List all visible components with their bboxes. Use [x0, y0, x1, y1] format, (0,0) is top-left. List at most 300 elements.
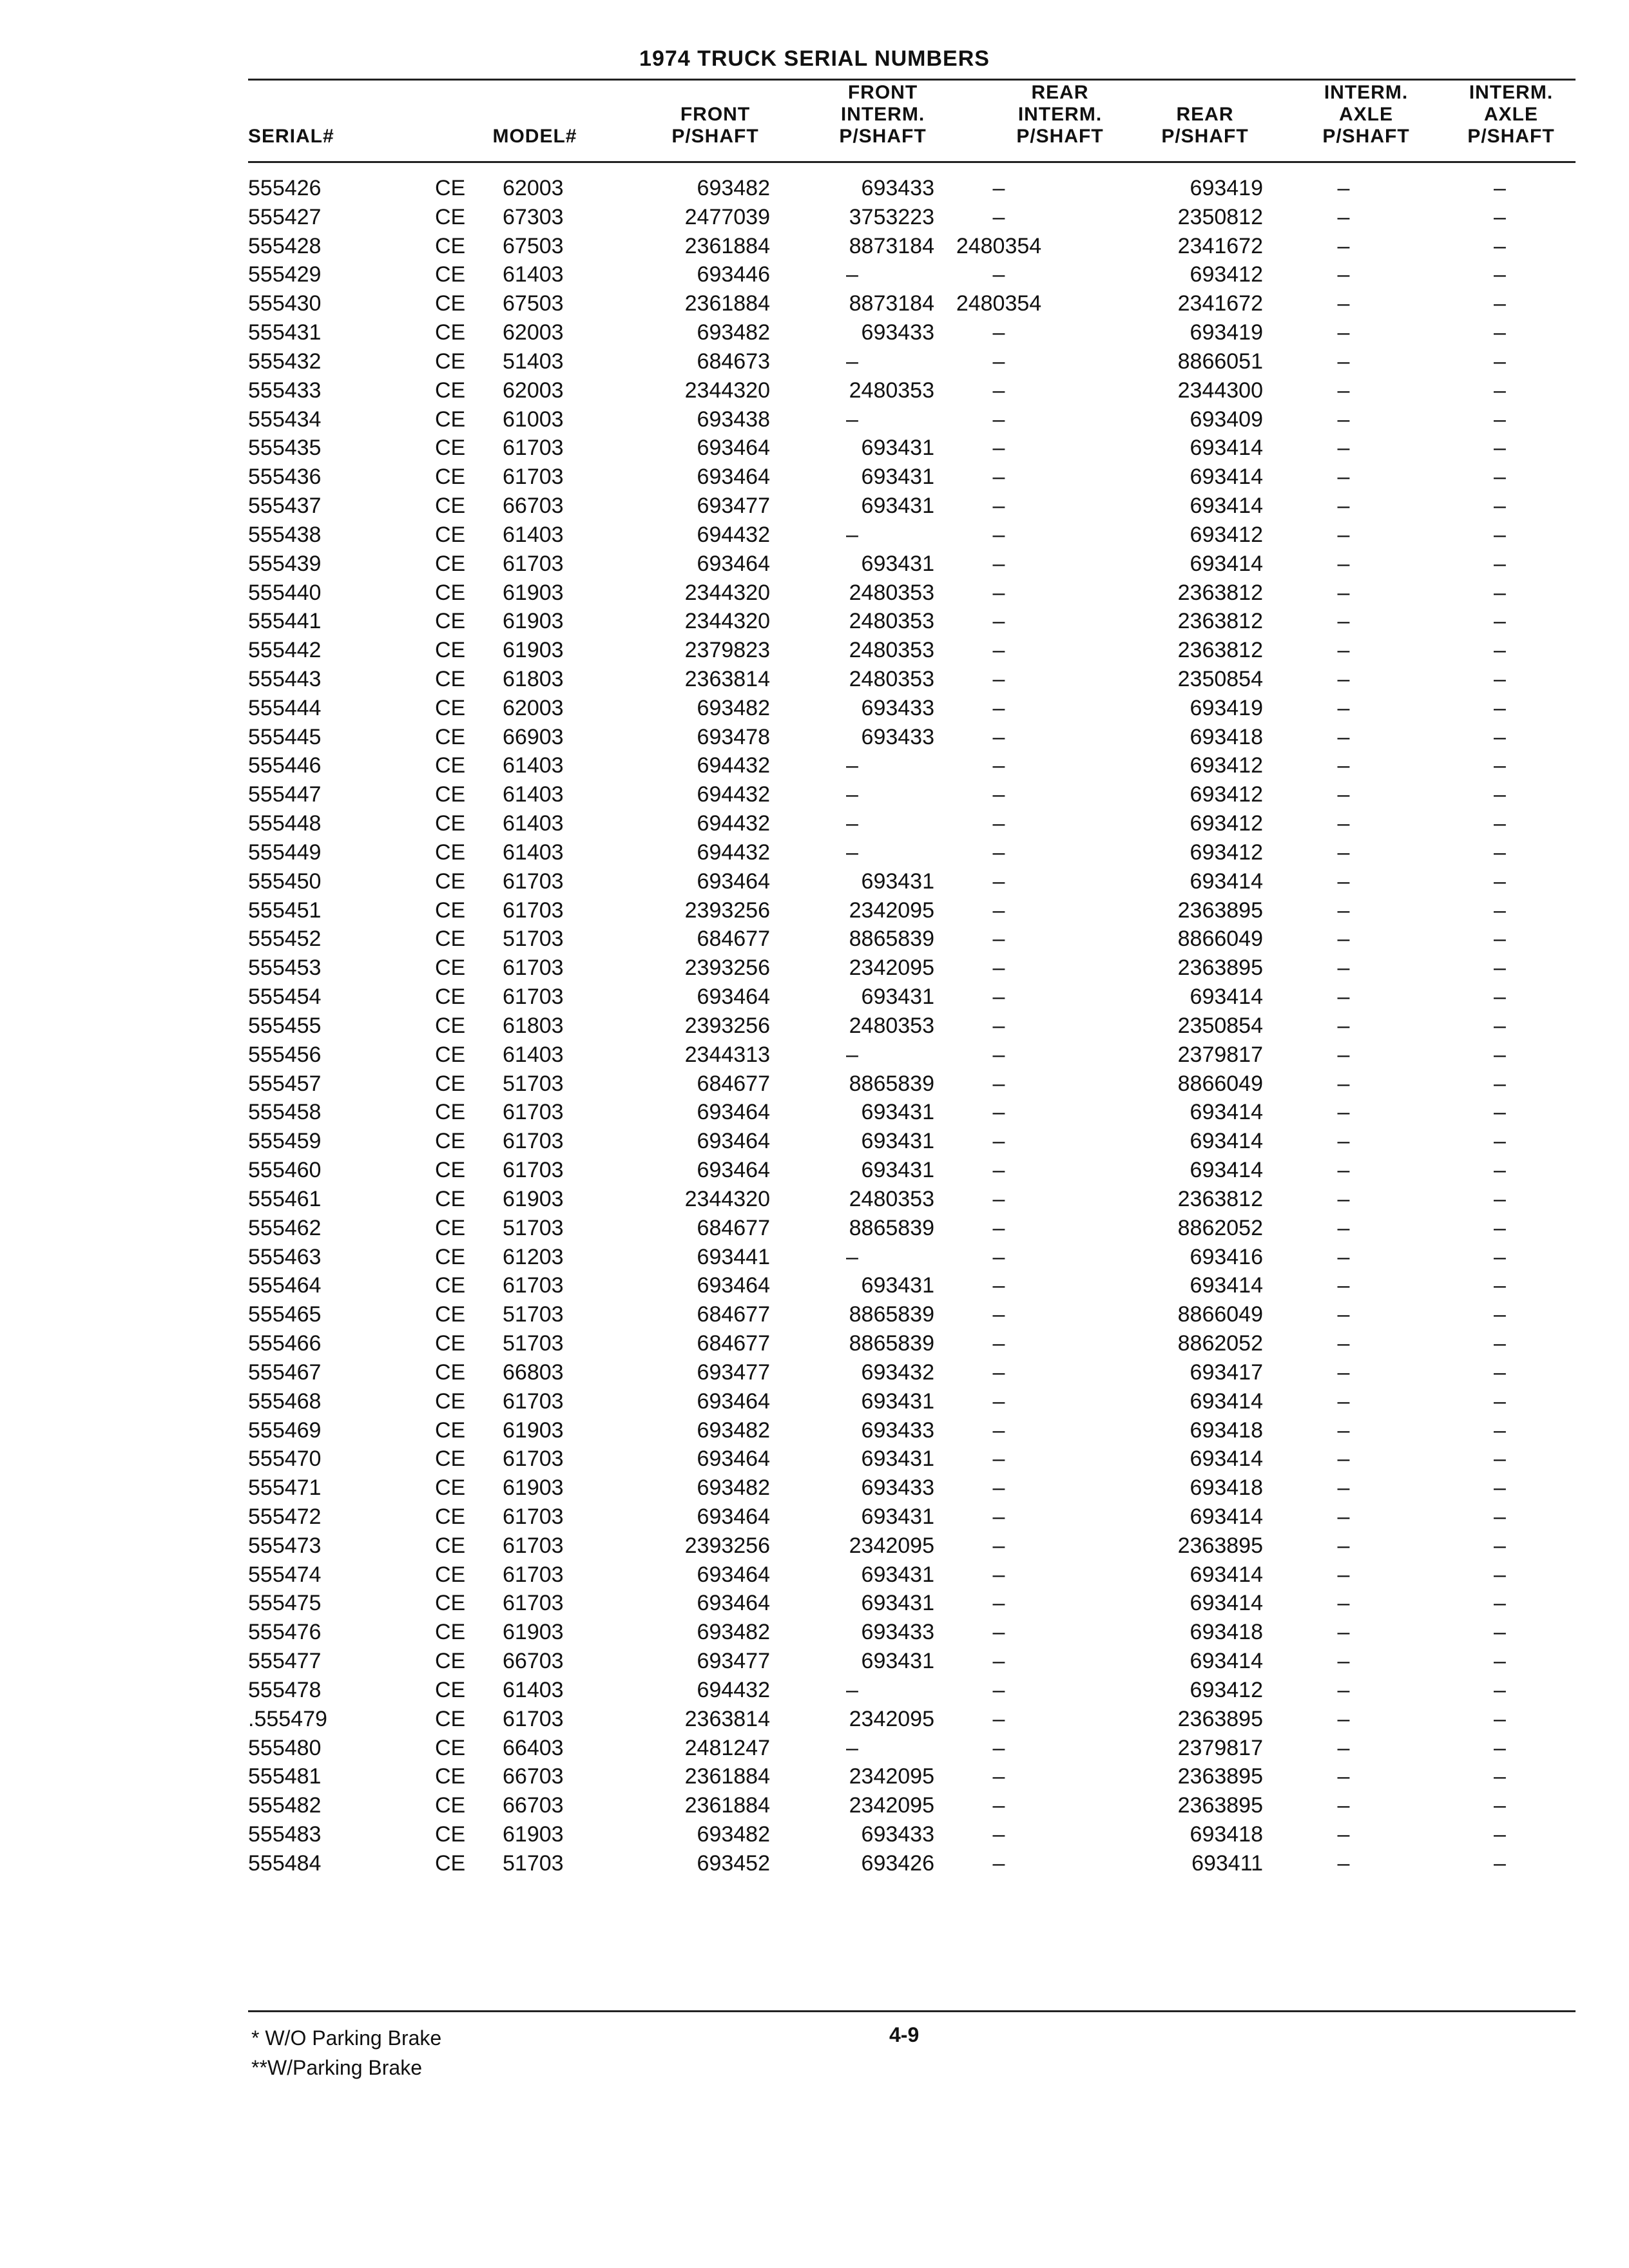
rear-pshaft-cell: 8866049	[1177, 927, 1263, 952]
rear-pshaft-cell: 2350812	[1177, 204, 1263, 229]
serial-cell: 555449	[248, 840, 322, 865]
interm-axle-2-pshaft-cell: –	[1494, 1129, 1506, 1154]
front-pshaft-cell: 694432	[697, 753, 770, 778]
rear-interm-pshaft-cell: –	[992, 840, 1005, 865]
rear-interm-pshaft-cell: –	[992, 1302, 1005, 1327]
model-cell: 61703	[503, 1504, 564, 1529]
header-top-rule	[248, 79, 1576, 81]
serial-cell: 555464	[248, 1273, 322, 1298]
rear-interm-pshaft-cell: –	[992, 522, 1005, 547]
front-pshaft-cell: 2477039	[684, 204, 770, 229]
model-cell: 51703	[503, 1302, 564, 1327]
header-model: MODEL#	[492, 126, 577, 147]
rear-interm-pshaft-cell: –	[992, 985, 1005, 1010]
model-cell: 61703	[503, 551, 564, 576]
front-interm-pshaft-cell: 8865839	[849, 927, 934, 952]
rear-interm-pshaft-cell: –	[992, 262, 1005, 287]
interm-axle-2-pshaft-cell: –	[1494, 262, 1506, 287]
model-cell: 61703	[503, 465, 564, 490]
model-cell: 61403	[503, 1042, 564, 1067]
rear-interm-pshaft-cell: –	[992, 1418, 1005, 1443]
rear-pshaft-cell: 693418	[1190, 724, 1263, 749]
interm-axle-2-pshaft-cell: –	[1494, 1735, 1506, 1760]
model-prefix-cell: CE	[435, 349, 466, 374]
interm-axle-2-pshaft-cell: –	[1494, 494, 1506, 519]
rear-pshaft-cell: 693418	[1190, 1822, 1263, 1847]
serial-cell: 555459	[248, 1129, 322, 1154]
interm-axle-1-pshaft-cell: –	[1337, 1273, 1350, 1298]
model-prefix-cell: CE	[435, 1706, 466, 1731]
front-interm-pshaft-cell: 693431	[861, 985, 934, 1010]
front-pshaft-cell: 684677	[697, 1215, 770, 1240]
rear-pshaft-cell: 693412	[1190, 782, 1263, 807]
front-pshaft-cell: 684673	[697, 349, 770, 374]
table-row	[248, 1647, 1576, 1676]
front-pshaft-cell: 2361884	[684, 1793, 770, 1818]
interm-axle-2-pshaft-cell: –	[1494, 1042, 1506, 1067]
header-interm-axle-2-pshaft	[1447, 82, 1576, 148]
table-row	[248, 1358, 1576, 1387]
model-prefix-cell: CE	[435, 175, 466, 200]
interm-axle-1-pshaft-cell: –	[1337, 609, 1350, 634]
rear-pshaft-cell: 693412	[1190, 262, 1263, 287]
model-prefix-cell: CE	[435, 1822, 466, 1847]
front-interm-pshaft-cell: 693431	[861, 1273, 934, 1298]
model-cell: 61403	[503, 811, 564, 836]
model-prefix-cell: CE	[435, 782, 466, 807]
interm-axle-2-pshaft-cell: –	[1494, 436, 1506, 461]
model-cell: 61703	[503, 1446, 564, 1472]
model-prefix-cell: CE	[435, 1793, 466, 1818]
rear-pshaft-cell: 2363895	[1177, 956, 1263, 981]
rear-interm-pshaft-cell: –	[992, 1389, 1005, 1414]
front-pshaft-cell: 684677	[697, 1331, 770, 1356]
model-prefix-cell: CE	[435, 320, 466, 345]
serial-cell: 555438	[248, 522, 322, 547]
rear-interm-pshaft-cell: –	[992, 1850, 1005, 1876]
rear-interm-pshaft-cell: –	[992, 1186, 1005, 1211]
interm-axle-1-pshaft-cell: –	[1337, 1042, 1350, 1067]
table-row	[248, 607, 1576, 636]
front-pshaft-cell: 693478	[697, 724, 770, 749]
model-cell: 61703	[503, 956, 564, 981]
rear-interm-pshaft-cell: –	[992, 1013, 1005, 1038]
front-interm-pshaft-cell: –	[846, 1042, 858, 1067]
rear-interm-pshaft-cell: –	[992, 1562, 1005, 1587]
header-interm-axle-1-pshaft	[1302, 82, 1431, 148]
rear-interm-pshaft-cell: –	[992, 436, 1005, 461]
table-row	[248, 463, 1576, 492]
serial-cell: 555463	[248, 1244, 322, 1269]
model-cell: 61703	[503, 1562, 564, 1587]
interm-axle-1-pshaft-cell: –	[1337, 1764, 1350, 1789]
front-pshaft-cell: 2344320	[684, 378, 770, 403]
model-cell: 61803	[503, 1013, 564, 1038]
model-cell: 61403	[503, 1677, 564, 1702]
interm-axle-2-pshaft-cell: –	[1494, 1100, 1506, 1125]
interm-axle-1-pshaft-cell: –	[1337, 1418, 1350, 1443]
front-pshaft-cell: 693464	[697, 1158, 770, 1183]
rear-pshaft-cell: 693416	[1190, 1244, 1263, 1269]
front-interm-pshaft-cell: 693433	[861, 1620, 934, 1645]
table-row	[248, 1416, 1576, 1445]
rear-pshaft-cell: 693414	[1190, 1562, 1263, 1587]
rear-interm-pshaft-cell: –	[992, 1591, 1005, 1616]
model-cell: 61703	[503, 1158, 564, 1183]
interm-axle-2-pshaft-cell: –	[1494, 1764, 1506, 1789]
serial-cell: 555431	[248, 320, 322, 345]
interm-axle-2-pshaft-cell: –	[1494, 1158, 1506, 1183]
table-row	[248, 723, 1576, 752]
model-cell: 51703	[503, 1850, 564, 1876]
serial-cell: 555462	[248, 1215, 322, 1240]
rear-interm-pshaft-cell: –	[992, 1215, 1005, 1240]
interm-axle-2-pshaft-cell: –	[1494, 1620, 1506, 1645]
front-pshaft-cell: 684677	[697, 927, 770, 952]
table-row	[248, 318, 1576, 347]
rear-interm-pshaft-cell: –	[992, 1764, 1005, 1789]
model-prefix-cell: CE	[435, 1215, 466, 1240]
front-pshaft-cell: 2393256	[684, 956, 770, 981]
front-pshaft-cell: 693464	[697, 1389, 770, 1414]
interm-axle-2-pshaft-cell: –	[1494, 1331, 1506, 1356]
front-pshaft-cell: 693464	[697, 1446, 770, 1472]
rear-pshaft-cell: 693414	[1190, 869, 1263, 894]
front-pshaft-cell: 693464	[697, 1504, 770, 1529]
header-interm-axle-2-line-3: P/SHAFT	[1467, 126, 1555, 147]
rear-pshaft-cell: 693419	[1190, 695, 1263, 720]
serial-cell: 555480	[248, 1735, 322, 1760]
table-row	[248, 347, 1576, 376]
front-pshaft-cell: 2393256	[684, 898, 770, 923]
front-pshaft-cell: 693464	[697, 985, 770, 1010]
header-rear-interm-line-3: P/SHAFT	[1016, 126, 1104, 147]
front-pshaft-cell: 693482	[697, 1418, 770, 1443]
serial-cell: 555470	[248, 1446, 322, 1472]
model-prefix-cell: CE	[435, 233, 466, 258]
serial-cell: 555466	[248, 1331, 322, 1356]
rear-interm-pshaft-cell: –	[992, 869, 1005, 894]
rear-pshaft-cell: 693411	[1191, 1850, 1263, 1876]
serial-cell: 555441	[248, 609, 322, 634]
interm-axle-2-pshaft-cell: –	[1494, 638, 1506, 663]
serial-cell: 555458	[248, 1100, 322, 1125]
front-interm-pshaft-cell: –	[846, 1735, 858, 1760]
model-prefix-cell: CE	[435, 1042, 466, 1067]
table-row	[248, 1041, 1576, 1070]
front-interm-pshaft-cell: 693431	[861, 1446, 934, 1472]
front-pshaft-cell: 2363814	[684, 1706, 770, 1731]
model-prefix-cell: CE	[435, 1504, 466, 1529]
front-interm-pshaft-cell: 693433	[861, 724, 934, 749]
model-cell: 61703	[503, 985, 564, 1010]
header-front-line-1: FRONT	[680, 104, 751, 125]
front-pshaft-cell: 693452	[697, 1850, 770, 1876]
serial-cell: 555455	[248, 1013, 322, 1038]
serial-cell: 555473	[248, 1533, 322, 1558]
interm-axle-1-pshaft-cell: –	[1337, 378, 1350, 403]
model-cell: 66903	[503, 724, 564, 749]
front-pshaft-cell: 684677	[697, 1071, 770, 1096]
serial-cell: 555456	[248, 1042, 322, 1067]
interm-axle-1-pshaft-cell: –	[1337, 1735, 1350, 1760]
serial-cell: 555478	[248, 1677, 322, 1702]
interm-axle-1-pshaft-cell: –	[1337, 291, 1350, 316]
model-prefix-cell: CE	[435, 1389, 466, 1414]
model-cell: 51703	[503, 1071, 564, 1096]
header-serial: SERIAL#	[248, 126, 334, 147]
interm-axle-1-pshaft-cell: –	[1337, 956, 1350, 981]
model-cell: 61703	[503, 436, 564, 461]
front-interm-pshaft-cell: 693426	[861, 1850, 934, 1876]
interm-axle-1-pshaft-cell: –	[1337, 1649, 1350, 1674]
table-row	[248, 579, 1576, 608]
front-pshaft-cell: 2361884	[684, 233, 770, 258]
rear-interm-pshaft-cell: –	[992, 1735, 1005, 1760]
header-bottom-rule	[248, 161, 1576, 163]
interm-axle-2-pshaft-cell: –	[1494, 609, 1506, 634]
model-prefix-cell: CE	[435, 1764, 466, 1789]
rear-interm-pshaft-cell: –	[992, 1504, 1005, 1529]
table-bottom-rule	[248, 2010, 1576, 2012]
serial-cell: 555472	[248, 1504, 322, 1529]
serial-cell: 555444	[248, 695, 322, 720]
serial-cell: 555434	[248, 407, 322, 432]
rear-pshaft-cell: 693418	[1190, 1475, 1263, 1501]
front-interm-pshaft-cell: 693433	[861, 320, 934, 345]
front-interm-pshaft-cell: 2480353	[849, 1013, 934, 1038]
serial-cell: 555477	[248, 1649, 322, 1674]
interm-axle-1-pshaft-cell: –	[1337, 551, 1350, 576]
front-interm-pshaft-cell: 2342095	[849, 898, 934, 923]
model-prefix-cell: CE	[435, 1677, 466, 1702]
serial-cell: 555460	[248, 1158, 322, 1183]
rear-interm-pshaft-cell: –	[992, 1331, 1005, 1356]
rear-interm-pshaft-cell: –	[992, 1822, 1005, 1847]
model-cell: 66803	[503, 1360, 564, 1385]
model-cell: 61403	[503, 840, 564, 865]
rear-interm-pshaft-cell: –	[992, 1129, 1005, 1154]
interm-axle-1-pshaft-cell: –	[1337, 869, 1350, 894]
front-pshaft-cell: 694432	[697, 1677, 770, 1702]
header-front-interm-line-1: FRONT	[847, 82, 918, 103]
interm-axle-2-pshaft-cell: –	[1494, 320, 1506, 345]
model-prefix-cell: CE	[435, 1735, 466, 1760]
model-cell: 61703	[503, 898, 564, 923]
serial-cell: 555481	[248, 1764, 322, 1789]
rear-pshaft-cell: 693414	[1190, 1504, 1263, 1529]
page-number: 4-9	[889, 2023, 920, 2046]
front-interm-pshaft-cell: 8873184	[849, 233, 934, 258]
interm-axle-1-pshaft-cell: –	[1337, 840, 1350, 865]
rear-pshaft-cell: 8866049	[1177, 1302, 1263, 1327]
model-prefix-cell: CE	[435, 291, 466, 316]
table-row	[248, 1214, 1576, 1243]
serial-cell: 555451	[248, 898, 322, 923]
table-row	[248, 954, 1576, 983]
rear-interm-pshaft-cell: –	[992, 494, 1005, 519]
model-cell: 66703	[503, 494, 564, 519]
interm-axle-2-pshaft-cell: –	[1494, 724, 1506, 749]
rear-interm-pshaft-cell: –	[992, 175, 1005, 200]
front-interm-pshaft-cell: 2480353	[849, 638, 934, 663]
interm-axle-1-pshaft-cell: –	[1337, 1850, 1350, 1876]
interm-axle-1-pshaft-cell: –	[1337, 753, 1350, 778]
front-interm-pshaft-cell: 2342095	[849, 1764, 934, 1789]
model-prefix-cell: CE	[435, 753, 466, 778]
interm-axle-1-pshaft-cell: –	[1337, 1215, 1350, 1240]
model-cell: 67503	[503, 291, 564, 316]
model-cell: 66703	[503, 1649, 564, 1674]
interm-axle-1-pshaft-cell: –	[1337, 1071, 1350, 1096]
model-cell: 66703	[503, 1764, 564, 1789]
interm-axle-1-pshaft-cell: –	[1337, 175, 1350, 200]
rear-pshaft-cell: 8866051	[1177, 349, 1263, 374]
rear-interm-pshaft-cell: –	[992, 724, 1005, 749]
front-pshaft-cell: 693464	[697, 436, 770, 461]
header-rear-pshaft	[1141, 104, 1269, 148]
model-cell: 66703	[503, 1793, 564, 1818]
front-pshaft-cell: 693441	[697, 1244, 770, 1269]
front-interm-pshaft-cell: 693431	[861, 1562, 934, 1587]
front-interm-pshaft-cell: 693432	[861, 1360, 934, 1385]
rear-interm-pshaft-cell: –	[992, 1793, 1005, 1818]
model-prefix-cell: CE	[435, 1591, 466, 1616]
interm-axle-1-pshaft-cell: –	[1337, 1504, 1350, 1529]
interm-axle-1-pshaft-cell: –	[1337, 666, 1350, 691]
front-pshaft-cell: 693477	[697, 494, 770, 519]
serial-cell: 555468	[248, 1389, 322, 1414]
front-interm-pshaft-cell: –	[846, 782, 858, 807]
footnote-with-parking-brake: **W/Parking Brake	[251, 2056, 422, 2079]
serial-cell: 555446	[248, 753, 322, 778]
model-prefix-cell: CE	[435, 522, 466, 547]
rear-pshaft-cell: 693419	[1190, 175, 1263, 200]
interm-axle-1-pshaft-cell: –	[1337, 1475, 1350, 1501]
front-interm-pshaft-cell: 8865839	[849, 1331, 934, 1356]
model-prefix-cell: CE	[435, 869, 466, 894]
model-cell: 61703	[503, 1129, 564, 1154]
rear-interm-pshaft-cell: –	[992, 1158, 1005, 1183]
interm-axle-2-pshaft-cell: –	[1494, 378, 1506, 403]
rear-pshaft-cell: 2344300	[1177, 378, 1263, 403]
interm-axle-1-pshaft-cell: –	[1337, 522, 1350, 547]
interm-axle-1-pshaft-cell: –	[1337, 1389, 1350, 1414]
model-prefix-cell: CE	[435, 1013, 466, 1038]
model-prefix-cell: CE	[435, 840, 466, 865]
rear-pshaft-cell: 2341672	[1177, 233, 1263, 258]
serial-cell: 555433	[248, 378, 322, 403]
rear-pshaft-cell: 693414	[1190, 465, 1263, 490]
rear-pshaft-cell: 2363812	[1177, 580, 1263, 605]
model-prefix-cell: CE	[435, 724, 466, 749]
interm-axle-1-pshaft-cell: –	[1337, 1013, 1350, 1038]
rear-interm-pshaft-cell: –	[992, 204, 1005, 229]
rear-pshaft-cell: 693414	[1190, 1591, 1263, 1616]
interm-axle-2-pshaft-cell: –	[1494, 580, 1506, 605]
model-prefix-cell: CE	[435, 811, 466, 836]
model-cell: 61203	[503, 1244, 564, 1269]
front-pshaft-cell: 2363814	[684, 666, 770, 691]
rear-interm-pshaft-cell: –	[992, 349, 1005, 374]
interm-axle-2-pshaft-cell: –	[1494, 1649, 1506, 1674]
table-row	[248, 1070, 1576, 1099]
table-row	[248, 1590, 1576, 1619]
interm-axle-1-pshaft-cell: –	[1337, 695, 1350, 720]
model-prefix-cell: CE	[435, 378, 466, 403]
model-prefix-cell: CE	[435, 956, 466, 981]
front-interm-pshaft-cell: –	[846, 407, 858, 432]
interm-axle-1-pshaft-cell: –	[1337, 407, 1350, 432]
interm-axle-2-pshaft-cell: –	[1494, 233, 1506, 258]
serial-cell: 555474	[248, 1562, 322, 1587]
table-row	[248, 1271, 1576, 1300]
rear-pshaft-cell: 2379817	[1177, 1042, 1263, 1067]
front-pshaft-cell: 693464	[697, 1129, 770, 1154]
table-row	[248, 1185, 1576, 1214]
model-cell: 66403	[503, 1735, 564, 1760]
front-interm-pshaft-cell: 693431	[861, 1389, 934, 1414]
rear-pshaft-cell: 2363812	[1177, 1186, 1263, 1211]
model-cell: 62003	[503, 175, 564, 200]
rear-pshaft-cell: 2363895	[1177, 1793, 1263, 1818]
header-front-pshaft	[651, 104, 780, 148]
model-prefix-cell: CE	[435, 1446, 466, 1472]
interm-axle-1-pshaft-cell: –	[1337, 465, 1350, 490]
table-row	[248, 1561, 1576, 1590]
rear-pshaft-cell: 2363895	[1177, 898, 1263, 923]
interm-axle-1-pshaft-cell: –	[1337, 204, 1350, 229]
header-interm-axle-2-line-1: INTERM.	[1469, 82, 1554, 103]
page-title: 1974 TRUCK SERIAL NUMBERS	[639, 46, 990, 71]
table-row	[248, 405, 1576, 434]
rear-interm-pshaft-cell: –	[992, 407, 1005, 432]
model-cell: 61703	[503, 1100, 564, 1125]
interm-axle-2-pshaft-cell: –	[1494, 695, 1506, 720]
header-rear-interm-line-1: REAR	[1031, 82, 1089, 103]
rear-interm-pshaft-cell: –	[992, 898, 1005, 923]
rear-interm-pshaft-cell: 2480354	[956, 233, 1042, 258]
front-interm-pshaft-cell: 693433	[861, 1418, 934, 1443]
table-row	[248, 492, 1576, 521]
front-interm-pshaft-cell: 2342095	[849, 956, 934, 981]
interm-axle-2-pshaft-cell: –	[1494, 1389, 1506, 1414]
front-pshaft-cell: 2361884	[684, 291, 770, 316]
model-cell: 61803	[503, 666, 564, 691]
rear-interm-pshaft-cell: –	[992, 1071, 1005, 1096]
interm-axle-1-pshaft-cell: –	[1337, 1822, 1350, 1847]
front-interm-pshaft-cell: 693431	[861, 1649, 934, 1674]
serial-cell: 555482	[248, 1793, 322, 1818]
header-interm-axle-2-line-2: AXLE	[1483, 104, 1538, 125]
interm-axle-1-pshaft-cell: –	[1337, 724, 1350, 749]
interm-axle-1-pshaft-cell: –	[1337, 1677, 1350, 1702]
serial-cell: 555457	[248, 1071, 322, 1096]
rear-pshaft-cell: 8862052	[1177, 1215, 1263, 1240]
front-interm-pshaft-cell: 8865839	[849, 1215, 934, 1240]
front-interm-pshaft-cell: –	[846, 262, 858, 287]
table-row	[248, 232, 1576, 261]
interm-axle-1-pshaft-cell: –	[1337, 1591, 1350, 1616]
table-row	[248, 694, 1576, 723]
model-cell: 67303	[503, 204, 564, 229]
front-interm-pshaft-cell: 2342095	[849, 1706, 934, 1731]
model-prefix-cell: CE	[435, 609, 466, 634]
front-interm-pshaft-cell: –	[846, 1677, 858, 1702]
model-cell: 61903	[503, 609, 564, 634]
model-prefix-cell: CE	[435, 1649, 466, 1674]
table-row	[248, 665, 1576, 694]
